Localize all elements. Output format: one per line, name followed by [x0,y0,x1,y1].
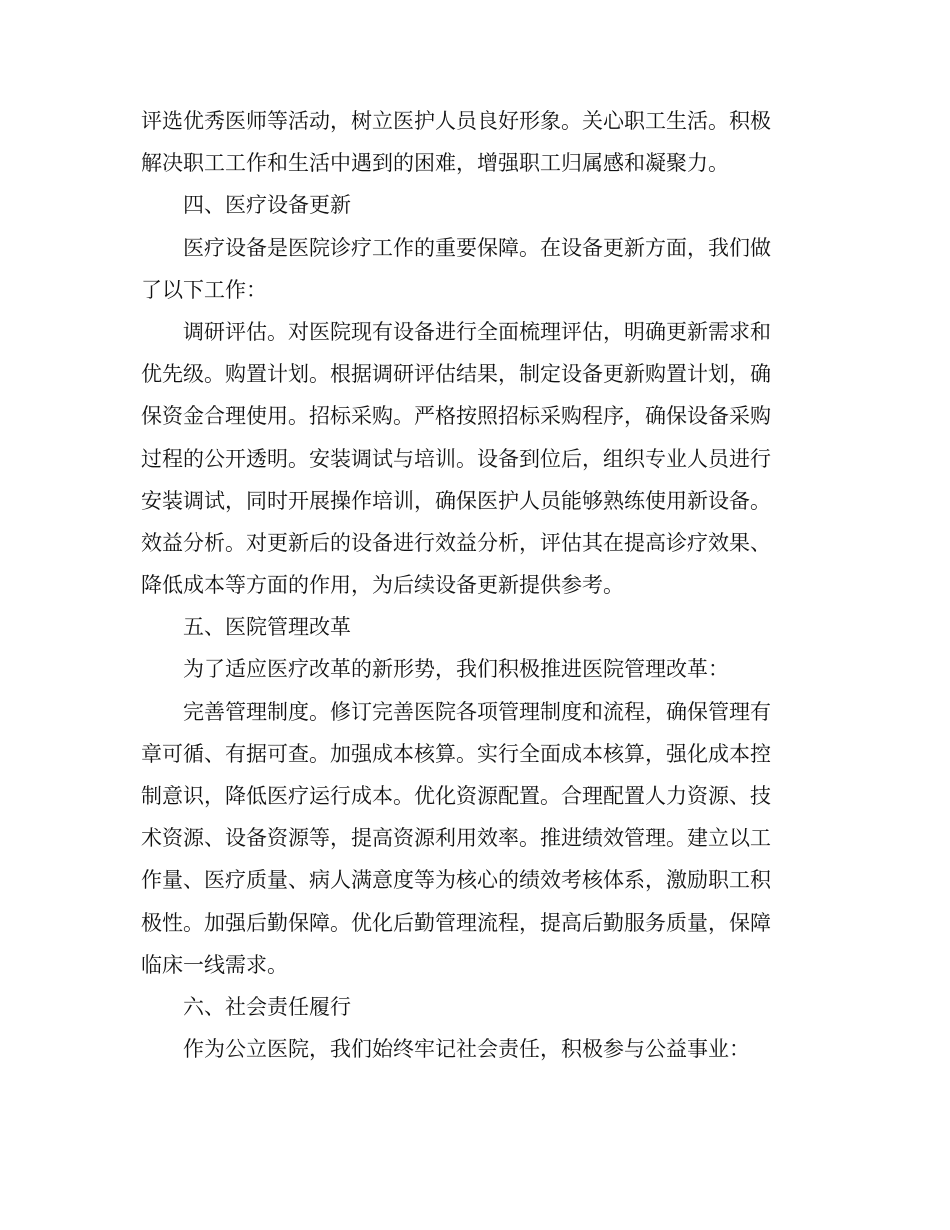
section-heading: 四、医疗设备更新 [183,193,351,218]
body-text-line: 保资金合理使用。招标采购。严格按照招标采购程序，确保设备采购 [141,404,771,429]
body-text-line: 解决职工工作和生活中遇到的困难，增强职工归属感和凝聚力。 [141,151,729,176]
section-heading: 五、医院管理改革 [183,615,351,640]
body-text-line: 效益分析。对更新后的设备进行效益分析，评估其在提高诊疗效果、 [141,530,771,555]
paragraph-first-line: 为了适应医疗改革的新形势，我们积极推进医院管理改革： [183,657,729,682]
paragraph-first-line: 作为公立医院，我们始终牢记社会责任，积极参与公益事业： [183,1037,750,1062]
body-text-line: 评选优秀医师等活动，树立医护人员良好形象。关心职工生活。积极 [141,109,771,133]
body-text-line: 作量、医疗质量、病人满意度等为核心的绩效考核体系，激励职工积 [141,868,771,893]
body-text-line: 降低成本等方面的作用，为后续设备更新提供参考。 [141,573,624,598]
document-body [141,100,801,1070]
paragraph-first-line: 医疗设备是医院诊疗工作的重要保障。在设备更新方面，我们做 [183,235,771,260]
body-text-line: 临床一线需求。 [141,952,288,977]
body-text-line: 制意识，降低医疗运行成本。优化资源配置。合理配置人力资源、技 [141,784,771,808]
paragraph-first-line: 调研评估。对医院现有设备进行全面梳理评估，明确更新需求和 [183,319,771,344]
body-text-line: 优先级。购置计划。根据调研评估结果，制定设备更新购置计划，确 [141,362,771,387]
body-text-line: 章可循、有据可查。加强成本核算。实行全面成本核算，强化成本控 [141,741,771,766]
paragraph-first-line: 完善管理制度。修订完善医院各项管理制度和流程，确保管理有 [183,699,771,724]
body-text-line: 过程的公开透明。安装调试与培训。设备到位后，组织专业人员进行 [141,446,771,471]
body-text-line: 安装调试，同时开展操作培训，确保医护人员能够熟练使用新设备。 [141,488,771,513]
body-text-line: 极性。加强后勤保障。优化后勤管理流程，提高后勤服务质量，保障 [141,910,771,935]
section-heading: 六、社会责任履行 [183,994,351,1019]
body-text-line: 了以下工作： [141,277,267,302]
body-text-line: 术资源、设备资源等，提高资源利用效率。推进绩效管理。建立以工 [141,826,771,851]
